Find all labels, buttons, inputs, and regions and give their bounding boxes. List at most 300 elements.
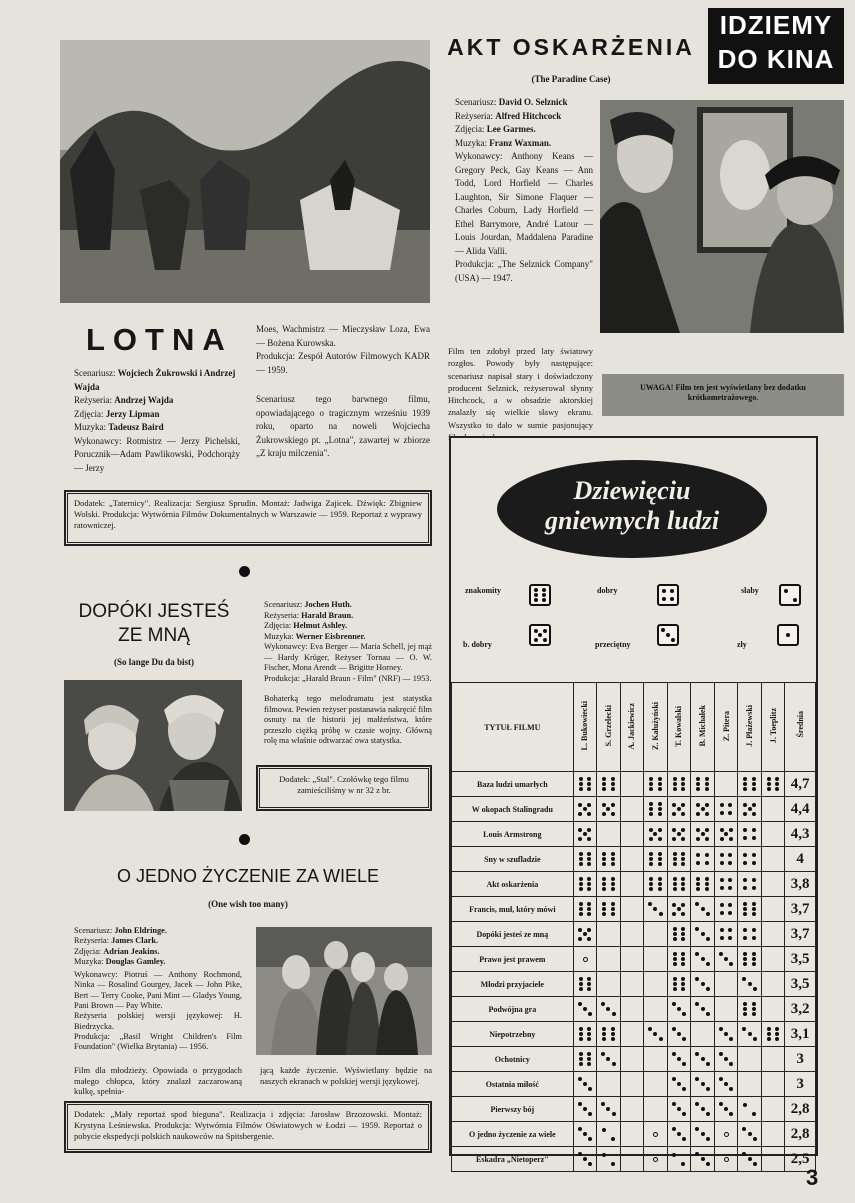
rating-pips-icon [646,900,664,918]
pip [542,588,546,592]
rating-pips-icon [694,950,712,968]
table-row [452,922,816,947]
rating-pips-icon [576,1000,594,1018]
table-row [452,1097,816,1122]
pip [542,593,546,597]
rating-cell [644,822,668,847]
lotna-credits [74,367,240,475]
rating-cell [597,822,621,847]
rating-pips-icon [646,875,664,893]
lotna-credit-2: Zdjęcia: Jerzy Lipman [74,408,160,419]
rating-pips-icon [717,825,735,843]
rating-pips-icon [599,775,617,793]
rating-cell [620,947,644,972]
rating-cell [714,1122,738,1147]
rating-pips-icon [694,775,712,793]
rating-cell [761,1047,785,1072]
rating-pips-icon [670,850,688,868]
rating-cell [761,847,785,872]
rating-cell [691,1122,715,1147]
rating-cell [667,1147,691,1172]
rating-pips-icon [576,1100,594,1118]
rating-cell [691,1047,715,1072]
rating-cell [644,897,668,922]
average-score: 3,8 [785,872,816,897]
rating-cell [691,822,715,847]
lotna-production: Produkcja: Zespół Autorów Filmowych KADR — 1959. [256,351,430,375]
rating-cell [620,997,644,1022]
legend-label: przeciętny [595,640,631,649]
lotna-addition-box [64,490,432,546]
rating-pips-icon [670,775,688,793]
rating-cell [761,1072,785,1097]
average-score: 2,8 [785,1122,816,1147]
rating-pips-icon [741,1150,759,1168]
rating-cell [691,847,715,872]
rating-cell [573,972,597,997]
rating-pips-icon [670,975,688,993]
rating-pips-icon [694,800,712,818]
legend-die-icon [529,624,551,646]
rating-cell [761,1147,785,1172]
rating-cell [667,822,691,847]
rating-pips-icon [717,875,735,893]
average-score: 3 [785,1047,816,1072]
rating-cell [761,1022,785,1047]
akt-credit-0: Scenariusz: David O. Selznick [455,97,568,107]
rating-cell [761,1122,785,1147]
rating-cell [691,1097,715,1122]
film-title: Niepotrzebny [452,1022,574,1047]
rating-cell [644,947,668,972]
rating-cell [667,772,691,797]
jedno-addition-text: Dodatek: „Mały reportaż spod bieguna". Realizacja i zdjęcia: Jarosław Brzozowski. Montaż: Krystyna Leśniewska. Produkcja: Wytwórnia Filmów Oświatowych w Łodzi — 1959. Reportaż o pobycie ekspedycji polskich naukowców na Spitsbergenie. [74,1109,422,1141]
rating-pips-icon [646,850,664,868]
rating-pips-icon [576,950,594,968]
rating-pips-icon [599,850,617,868]
pip [543,638,547,642]
rating-cell [644,1072,668,1097]
rating-pips-icon [694,1150,712,1168]
rating-cell [644,1097,668,1122]
rating-cell [597,1047,621,1072]
jedno-credit-0: Scenariusz: John Eldringe. [74,926,167,935]
rating-pips-icon [670,1075,688,1093]
rating-cell [573,872,597,897]
ratings-heading-line1: Dziewięciu [573,476,691,505]
average-score: 2,5 [785,1147,816,1172]
dopoki-addition-text: Dodatek: „Stal". Czołówkę tego filmu zamieściliśmy w nr 32 z br. [279,774,409,795]
pip [534,593,538,597]
rating-cell [761,872,785,897]
table-row [452,1022,816,1047]
average-score: 4,7 [785,772,816,797]
table-row [452,797,816,822]
rating-cell [573,922,597,947]
pip [786,633,790,637]
rating-cell [738,822,762,847]
rating-pips-icon [670,925,688,943]
critic-column-header [761,683,785,772]
jedno-title: O JEDNO ŻYCZENIE ZA WIELE [116,866,380,886]
pip [534,588,538,592]
rating-cell [738,1072,762,1097]
average-label: Średnia [795,711,805,738]
film-title: Ostatnia miłość [452,1072,574,1097]
rating-cell [573,1022,597,1047]
rating-cell [738,972,762,997]
rating-pips-icon [576,775,594,793]
table-row [452,847,816,872]
critic-column-header [738,683,762,772]
rating-cell [644,1147,668,1172]
rating-pips-icon [646,775,664,793]
dopoki-original-title: (So lange Du da bist) [113,657,194,667]
rating-cell [714,997,738,1022]
jedno-photo [256,927,432,1055]
average-score: 3,2 [785,997,816,1022]
rating-pips-icon [764,1025,782,1043]
rating-cell [573,897,597,922]
rating-cell [738,997,762,1022]
rating-cell [644,847,668,872]
rating-cell [597,947,621,972]
rating-pips-icon [717,1025,735,1043]
lotna-credit-3: Muzyka: Tadeusz Baird [74,422,164,432]
rating-pips-icon [646,825,664,843]
jedno-production: Produkcja: „Basil Wright Children's Film Foundation" (Wielka Brytania) — 1956. [74,1031,242,1052]
rating-cell [597,1072,621,1097]
rating-pips-icon [670,825,688,843]
rating-cell [573,1097,597,1122]
average-score: 3,7 [785,897,816,922]
pip [670,597,674,601]
rating-cell [714,897,738,922]
table-row [452,897,816,922]
rating-cell [667,897,691,922]
dopoki-credit-2: Zdjęcia: Helmut Ashley. [264,621,348,630]
critic-name: S. Grzelecki [603,705,613,747]
rating-cell [761,972,785,997]
critic-name: T. Kowalski [674,705,684,747]
rating-cell [691,1147,715,1172]
table-row [452,1072,816,1097]
rating-cell [738,897,762,922]
akt-credits [455,96,593,285]
rating-pips-icon [694,975,712,993]
rating-cell [714,772,738,797]
rating-cell [691,772,715,797]
table-row [452,872,816,897]
rating-cell [573,1072,597,1097]
rating-cell [573,797,597,822]
legend-label: zły [737,640,747,649]
dopoki-credits [264,600,432,747]
rating-pips-icon [741,775,759,793]
rating-pips-icon [741,925,759,943]
akt-credit-2: Zdjęcia: Lee Garmes. [455,124,536,134]
rating-cell [620,1122,644,1147]
rating-cell [714,1097,738,1122]
rating-cell [667,1022,691,1047]
rating-pips-icon [599,1100,617,1118]
film-title: Podwójna gra [452,997,574,1022]
rating-cell [691,922,715,947]
dopoki-credit-0: Scenariusz: Jochen Huth. [264,600,352,609]
rating-pips-icon [741,900,759,918]
jedno-original-title: (One wish too many) [208,899,288,909]
table-row [452,772,816,797]
rating-cell [714,872,738,897]
rating-cell [761,922,785,947]
rating-cell [597,847,621,872]
rating-pips-icon [576,1025,594,1043]
rating-pips-icon [670,1000,688,1018]
legend-label: znakomity [465,586,501,595]
rating-cell [714,1022,738,1047]
rating-cell [714,1047,738,1072]
critic-column-header [667,683,691,772]
pip [793,598,797,602]
film-title: W okopach Stalingradu [452,797,574,822]
jedno-addition-box [64,1101,432,1153]
dopoki-credit-3: Muzyka: Werner Eisbrenner. [264,631,366,641]
rating-cell [738,1097,762,1122]
rating-pips-icon [670,1125,688,1143]
critic-column-header [573,683,597,772]
rating-pips-icon [741,950,759,968]
rating-pips-icon [741,825,759,843]
film-title: Prawo jest prawem [452,947,574,972]
pip [671,638,675,642]
rating-cell [620,1097,644,1122]
rating-pips-icon [670,1025,688,1043]
rating-cell [667,997,691,1022]
rating-cell [644,997,668,1022]
critic-column-header [597,683,621,772]
rating-cell [597,872,621,897]
rating-cell [573,1147,597,1172]
rating-cell [620,972,644,997]
critic-column-header [644,683,668,772]
rating-pips-icon [599,1025,617,1043]
rating-pips-icon [576,1150,594,1168]
rating-cell [573,1047,597,1072]
rating-cell [597,772,621,797]
lotna-right-column [256,323,430,461]
table-row [452,1047,816,1072]
lotna-credit-0: Scenariusz: Wojciech Żukrowski i Andrzej Wajda [74,368,236,392]
rating-pips-icon [694,875,712,893]
critic-name: Z. Kałużyński [650,701,660,750]
average-column-header [785,683,816,772]
lotna-cast-continued: Moes, Wachmistrz — Mieczysław Loza, Ewa — Bożena Kurowska. [256,324,430,348]
legend-die-icon [777,624,799,646]
rating-cell [597,922,621,947]
critics-ratings-panel [449,436,818,1167]
akt-photo [600,100,844,333]
table-row [452,972,816,997]
rating-cell [714,947,738,972]
section-badge [708,8,844,84]
rating-cell [667,1122,691,1147]
rating-pips-icon [576,925,594,943]
rating-pips-icon [670,800,688,818]
dopoki-title [64,600,244,648]
jedno-polish-version: Reżyseria polskiej wersji językowej: H. Biedrzycka. [74,1011,242,1031]
rating-cell [573,997,597,1022]
rating-cell [644,1022,668,1047]
rating-pips-icon [717,1075,735,1093]
rating-cell [667,1047,691,1072]
lotna-cast: Wykonawcy: Rotmistrz — Jerzy Pichelski, Porucznik—Adam Pawlikowski, Podchorąży — Jerzy [74,435,240,473]
rating-cell [738,922,762,947]
title-column-header: TYTUŁ FILMU [452,683,574,772]
akt-warning-box [602,374,844,416]
rating-cell [597,897,621,922]
jedno-credit-2: Zdjęcia: Adrian Jeakins. [74,946,160,956]
rating-cell [573,947,597,972]
akt-cast: Wykonawcy: Anthony Keans — Gregory Peck, Gay Keans — Ann Todd, Lord Horfield — Charles Laughton, Sir Simone Flaquer — Charles Coburn, Lady Horfield — Ethel Barrymore, André Latour — Louis Jourdan, Maddalena Paradine — Alida Valli. [455,151,593,256]
rating-pips-icon [694,850,712,868]
rating-cell [644,1122,668,1147]
rating-cell [667,947,691,972]
rating-cell [597,1122,621,1147]
critic-column-header [714,683,738,772]
akt-original-title: (The Paradine Case) [531,74,611,84]
rating-pips-icon [646,1025,664,1043]
legend-label: słaby [741,586,759,595]
rating-pips-icon [694,900,712,918]
rating-pips-icon [694,1125,712,1143]
rating-pips-icon [741,975,759,993]
table-row [452,997,816,1022]
rating-pips-icon [741,1125,759,1143]
legend-die-icon [657,624,679,646]
bullet-dot [239,834,250,845]
rating-cell [644,1047,668,1072]
rating-cell [597,797,621,822]
rating-pips-icon [741,875,759,893]
lotna-photo [60,40,430,303]
jedno-credit-1: Reżyseria: James Clark. [74,936,159,946]
film-title: Akt oskarżenia [452,872,574,897]
film-title: Pierwszy bój [452,1097,574,1122]
rating-cell [761,897,785,922]
rating-pips-icon [741,850,759,868]
rating-pips-icon [694,825,712,843]
rating-pips-icon [694,1075,712,1093]
rating-pips-icon [717,1100,735,1118]
lotna-credit-1: Reżyseria: Andrzej Wajda [74,395,174,405]
dopoki-credit-1: Reżyseria: Harald Braun. [264,610,354,620]
average-score: 3,5 [785,947,816,972]
film-title: Sny w szufladzie [452,847,574,872]
rating-pips-icon [717,925,735,943]
rating-pips-icon [646,800,664,818]
rating-pips-icon [717,1050,735,1068]
rating-pips-icon [670,900,688,918]
legend-label: dobry [597,586,618,595]
film-title: Francis, muł, który mówi [452,897,574,922]
pip [666,633,670,637]
pip [534,638,538,642]
pip [543,629,547,633]
film-title: Ochotnicy [452,1047,574,1072]
rating-cell [597,1022,621,1047]
pip [661,628,665,632]
rating-pips-icon [717,1150,735,1168]
film-title: Louis Armstrong [452,822,574,847]
jedno-cast: Wykonawcy: Piotruś — Anthony Rochmond, Ninka — Rosalind Gourgey, Jacek — John Pike, Bert — Terry Cooke, Pani Mint — Gladys Young, Pani Brown — Pay White. [74,970,242,1011]
rating-cell [667,1072,691,1097]
rating-pips-icon [576,850,594,868]
rating-pips-icon [741,1100,759,1118]
rating-cell [620,797,644,822]
average-score: 4,4 [785,797,816,822]
legend-label: b. dobry [463,640,492,649]
rating-cell [644,872,668,897]
rating-cell [644,797,668,822]
rating-cell [714,922,738,947]
akt-credit-1: Reżyseria: Alfred Hitchcock [455,110,562,121]
rating-cell [691,872,715,897]
pip [542,598,546,602]
lotna-description: Scenariusz tego barwnego filmu, opowiadającego o tragicznym wrześniu 1939 roku, oparto na noweli Wojciecha Żukrowskiego pt. „Lotna", zawartej w zbiorze „Z kraju milczenia". [256,394,430,458]
lotna-title: LOTNA [86,322,233,357]
rating-cell [644,772,668,797]
rating-pips-icon [599,900,617,918]
critic-name: J. Toeplitz [768,708,778,744]
rating-cell [620,1047,644,1072]
critic-column-header [620,683,644,772]
rating-cell [738,872,762,897]
rating-pips-icon [599,1150,617,1168]
rating-cell [714,1147,738,1172]
table-row [452,1122,816,1147]
rating-cell [573,772,597,797]
rating-cell [761,1097,785,1122]
critic-name: Z. Pitera [721,710,731,742]
rating-pips-icon [694,1100,712,1118]
rating-cell [620,872,644,897]
rating-pips-icon [717,850,735,868]
film-title: Eskadra „Nietoperz" [452,1147,574,1172]
rating-cell [738,1022,762,1047]
dopoki-title-line1: DOPÓKI JESTEŚ [78,601,230,622]
rating-cell [620,847,644,872]
rating-cell [691,947,715,972]
rating-pips-icon [670,950,688,968]
rating-pips-icon [576,825,594,843]
pip [534,629,538,633]
rating-pips-icon [599,1000,617,1018]
rating-cell [714,1072,738,1097]
rating-pips-icon [599,1050,617,1068]
ratings-heading [497,460,767,558]
rating-cell [644,972,668,997]
average-score: 2,8 [785,1097,816,1122]
critic-name: L. Bukowiecki [580,701,590,751]
rating-pips-icon [646,1150,664,1168]
bullet-dot [239,566,250,577]
rating-pips-icon [576,975,594,993]
rating-pips-icon [741,800,759,818]
rating-cell [620,1147,644,1172]
pip [662,589,666,593]
rating-cell [620,1072,644,1097]
rating-cell [667,922,691,947]
